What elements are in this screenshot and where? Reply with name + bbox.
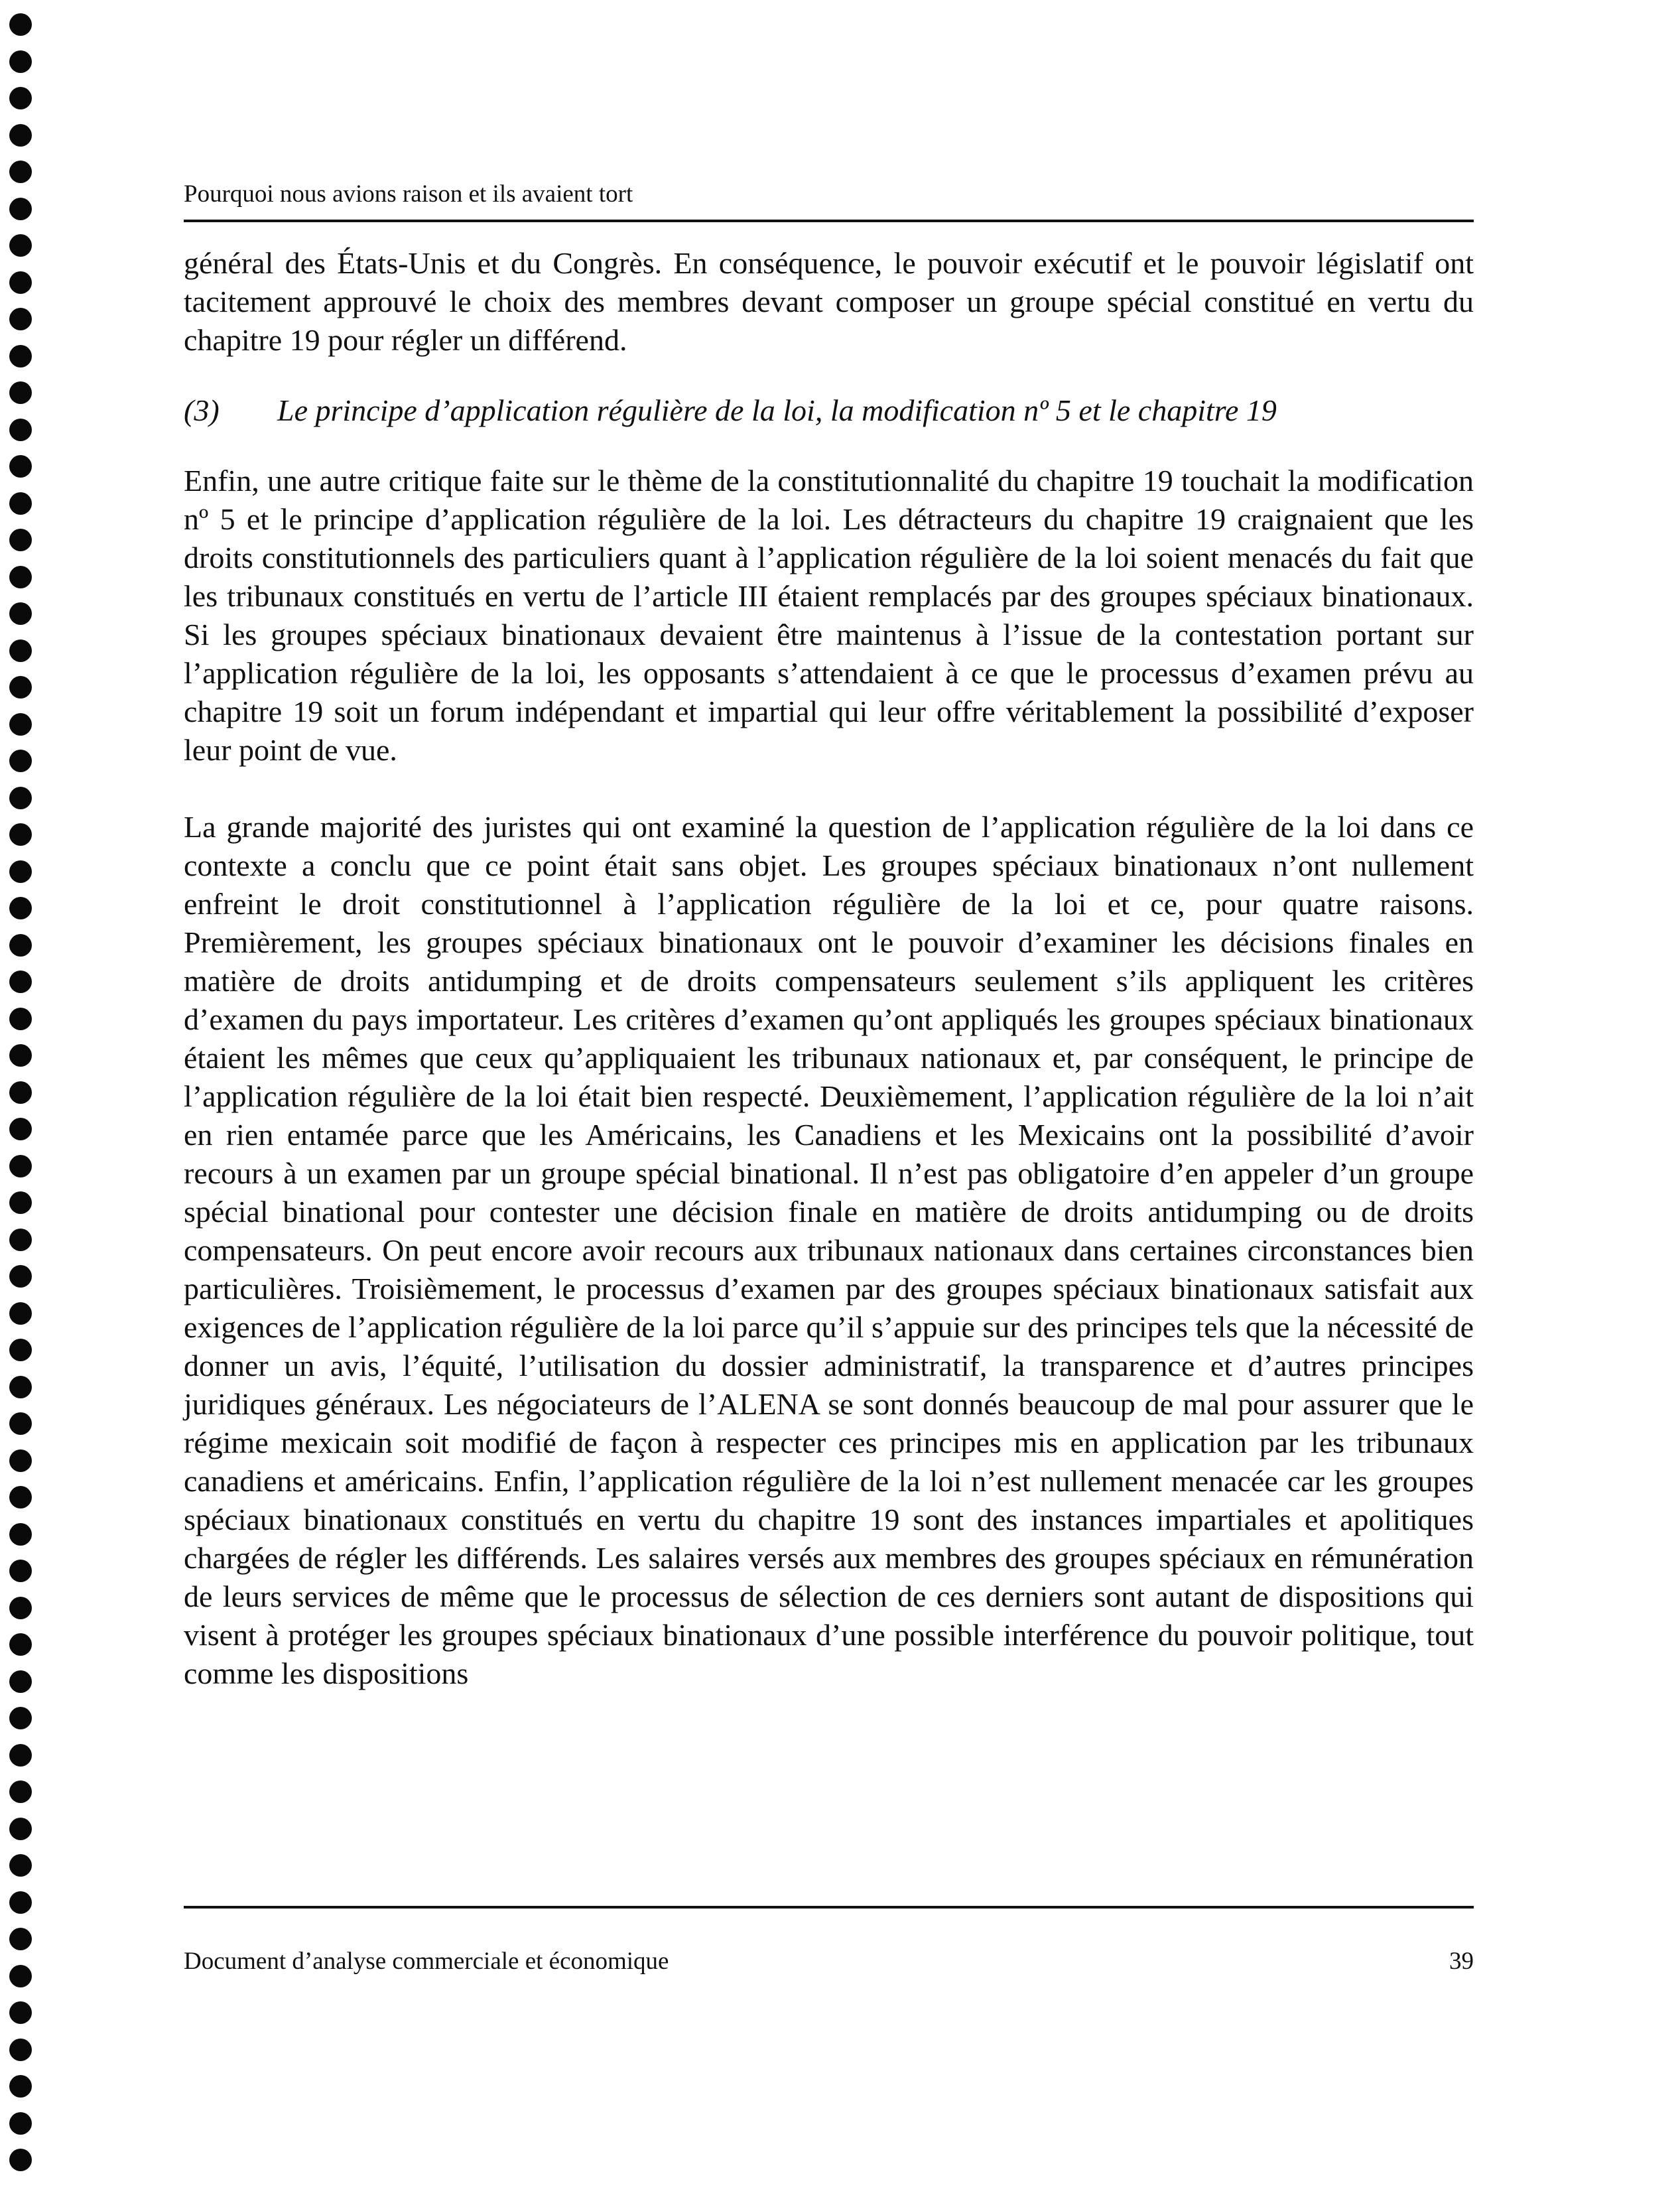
binding-hole	[9, 1891, 32, 1914]
binding-hole	[9, 234, 32, 257]
binding-hole	[9, 2149, 32, 2171]
binding-hole	[9, 345, 32, 368]
binding-hole	[9, 750, 32, 772]
binding-hole	[9, 124, 32, 147]
binding-hole	[9, 87, 32, 109]
binding-hole	[9, 1081, 32, 1104]
section-heading	[184, 391, 1474, 430]
binding-hole	[9, 860, 32, 883]
paragraph-continuation: général des États-Unis et du Congrès. En conséquence, le pouvoir exécutif et le pouvoir législatif ont tacitement approuvé le choix des membres devant composer un groupe spécial constitué en vertu du chapitre 19 pour régler un différend.	[184, 246, 1474, 357]
header-rule	[184, 220, 1474, 222]
binding-hole	[9, 1707, 32, 1729]
binding-hole	[9, 1229, 32, 1251]
binding-hole	[9, 529, 32, 551]
binding-hole	[9, 1928, 32, 1950]
binding-hole	[9, 1044, 32, 1067]
running-header: Pourquoi nous avions raison et ils avaient tort	[184, 180, 633, 208]
binding-hole	[9, 1412, 32, 1435]
binding-hole	[9, 2112, 32, 2135]
binding-hole	[9, 271, 32, 294]
binding-hole	[9, 639, 32, 662]
binding-hole	[9, 2075, 32, 2098]
binding-hole	[9, 1597, 32, 1619]
section-title: Le principe d’application régulière de la loi, la modification nº 5 et le chapitre 19	[277, 393, 1277, 427]
binding-hole	[9, 1633, 32, 1656]
binding-hole	[9, 1854, 32, 1877]
binding-holes	[9, 13, 36, 2202]
binding-hole	[9, 419, 32, 441]
binding-hole	[9, 1780, 32, 1803]
binding-hole	[9, 50, 32, 73]
binding-hole	[9, 1265, 32, 1288]
binding-hole	[9, 1523, 32, 1546]
binding-hole	[9, 1560, 32, 1582]
binding-hole	[9, 1670, 32, 1693]
binding-hole	[9, 823, 32, 846]
binding-hole	[9, 1376, 32, 1398]
binding-hole	[9, 13, 32, 36]
binding-hole	[9, 1118, 32, 1140]
binding-hole	[9, 455, 32, 478]
binding-hole	[9, 602, 32, 625]
binding-hole	[9, 971, 32, 993]
binding-hole	[9, 1965, 32, 1987]
body-text	[184, 244, 1474, 1693]
binding-hole	[9, 308, 32, 330]
binding-hole	[9, 566, 32, 588]
binding-hole	[9, 492, 32, 515]
binding-hole	[9, 897, 32, 919]
binding-hole	[9, 713, 32, 736]
binding-hole	[9, 2039, 32, 2061]
binding-hole	[9, 1302, 32, 1325]
binding-hole	[9, 1486, 32, 1508]
section-number: (3)	[184, 393, 220, 427]
binding-hole	[9, 1339, 32, 1361]
binding-hole	[9, 2001, 32, 2024]
binding-hole	[9, 161, 32, 183]
binding-hole	[9, 198, 32, 220]
paragraph-critique: Enfin, une autre critique faite sur le thème de la constitutionnalité du chapitre 19 touchait la modification nº 5 et le principe d’application régulière de la loi. Les détracteurs du chapitre 19 craignaient que les droits constitutionnels des particuliers quant à l’application régulière de la loi soient menacés du fait que les tribunaux constitués en vertu de l’article III étaient remplacés par des groupes spéciaux binationaux. Si les groupes spéciaux binationaux devaient être maintenus à l’issue de la contestation portant sur l’application régulière de la loi, les opposants s’attendaient à ce que le processus d’examen prévu au chapitre 19 soit un forum indépendant et impartial qui leur offre véritablement la possibilité d’exposer leur point de vue.	[184, 464, 1474, 767]
footer-rule	[184, 1906, 1474, 1909]
running-footer: Document d’analyse commerciale et économique	[184, 1948, 669, 1975]
binding-hole	[9, 1191, 32, 1214]
binding-hole	[9, 787, 32, 809]
binding-hole	[9, 1008, 32, 1030]
binding-hole	[9, 1818, 32, 1840]
page-number: 39	[1449, 1948, 1474, 1975]
paragraph-four-reasons: La grande majorité des juristes qui ont examiné la question de l’application régulière de la loi dans ce contexte a conclu que ce point était sans objet. Les groupes spéciaux binationaux n’ont nullement enfreint le droit constitutionnel à l’application régulière de la loi et ce, pour quatre raisons. Premièrement, les groupes spéciaux binationaux ont le pouvoir d’examiner les décisions finales en matière de droits antidumping et de droits compensateurs seulement s’ils appliquent les critères d’examen du pays importateur. Les critères d’examen qu’ont appliqués les groupes spéciaux binationaux étaient les mêmes que ceux qu’appliquaient les tribunaux nationaux et, par conséquent, le principe de l’application régulière de la loi était bien respecté. Deuxièmement, l’application régulière de la loi n’ait en rien entamée parce que les Américains, les Canadiens et les Mexicains ont la possibilité d’avoir recours à un examen par un groupe spécial binational. Il n’est pas obligatoire d’en appeler d’un groupe spécial binational pour contester une décision finale en matière de droits antidumping ou de droits compensateurs. On peut encore avoir recours aux tribunaux nationaux dans certaines circonstances bien particulières. Troisièmement, le processus d’examen par des groupes spéciaux binationaux satisfait aux exigences de l’application régulière de la loi parce qu’il s’appuie sur des principes tels que la nécessité de donner un avis, l’équité, l’utilisation du dossier administratif, la transparence et d’autres principes juridiques généraux. Les négociateurs de l’ALENA se sont donnés beaucoup de mal pour assurer que le régime mexicain soit modifié de façon à respecter ces principes mis en application par les tribunaux canadiens et américains. Enfin, l’application régulière de la loi n’est nullement menacée car les groupes spéciaux binationaux constitués en vertu du chapitre 19 sont des instances impartiales et apolitiques chargées de régler les différends. Les salaires versés aux membres des groupes spéciaux en rémunération de leurs services de même que le processus de sélection de ces derniers sont autant de dispositions qui visent à protéger les groupes spéciaux binationaux d’une possible interférence du pouvoir politique, tout comme les dispositions	[184, 810, 1474, 1690]
binding-hole	[9, 1744, 32, 1767]
binding-hole	[9, 934, 32, 957]
document-page	[184, 0, 1474, 2211]
binding-hole	[9, 1155, 32, 1177]
binding-hole	[9, 381, 32, 404]
binding-hole	[9, 1449, 32, 1472]
binding-hole	[9, 676, 32, 699]
